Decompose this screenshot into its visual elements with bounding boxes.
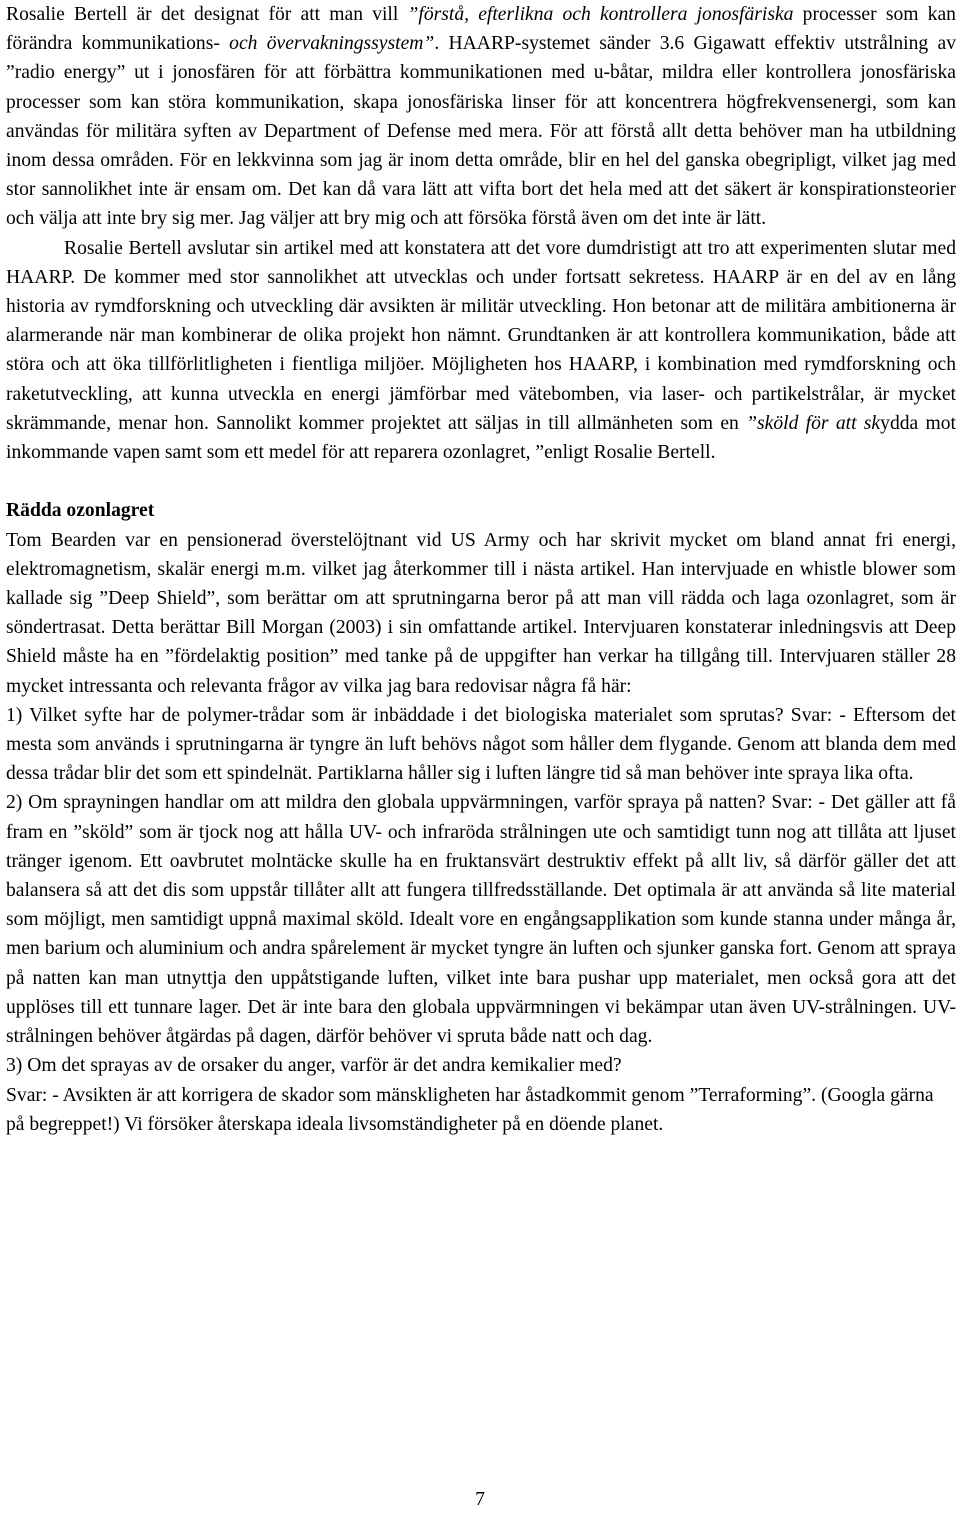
section-heading: Rädda ozonlagret [6, 500, 155, 522]
page-number: 7 [475, 1489, 485, 1510]
p1-run-5: . HAARP-systemet sänder 3.6 Gigawatt effektiv utstrålning av ”radio energy” ut i jonosfären för att förbättra kommunikationen med u-båtar, mildra eller kontrollera jonosfäriska processer som kan störa kommunikation, skapa jonosfäriska linser för att koncentrera högfrekvensenergi, som kan användas för militära syften av Department of Defense med mera. För att förstå allt detta behöver man ha utbildning inom dessa områden. För en lekkvinna som jag är inom detta område, blir en hel del ganska obegripligt, vilket jag med stor sannolikhet inte är ensam om. Det kan då vara lätt att vifta bort det hela med att det säkert är konspirationsteorier och välja att inte bry sig mer. Jag väljer att bry mig och att försöka förstå även om det inte är lätt. [6, 33, 956, 230]
section-paragraph-question-1: 1) Vilket syfte har de polymer-trådar som är inbäddade i det biologiska materialet som sprutas? Svar: - Eftersom det mesta som används i sprutningarna är tyngre än luft behövs något som håller dem flygande. Genom att blanda dem med dessa trådar blir det som ett spindelnät. Partiklarna håller sig i luften längre tid så man behöver inte spraya lika ofta. [6, 704, 956, 785]
p2-run-3: ydda mot inkommande vapen samt som ett medel för att reparera ozonlagret, ”enligt Rosalie Bertell. [6, 412, 957, 464]
section-paragraph-question-3: 3) Om det sprayas av de orsaker du anger, varför är det andra kemikalier med? [6, 1055, 622, 1077]
body-paragraph-1 [6, 0, 956, 234]
section-spacer [6, 467, 956, 496]
p1-run-4-italic: och övervakningssystem” [229, 33, 435, 55]
document-page [6, 0, 956, 1139]
section-paragraph-1: Tom Bearden var en pensionerad överstelöjtnant vid US Army och har skrivit mycket om bland annat fri energi, elektromagnetism, skalär energi m.m. vilket jag återkommer till i nästa artikel. Han intervjuade en whistle blower som kallade sig ”Deep Shield”, som berättar om att sprutningarna beror på att man vill rädda och laga ozonlagret, som är söndertrasat. Detta berättar Bill Morgan (2003) i sin omfattande artikel. Intervjuaren konstaterar inledningsvis att Deep Shield måste ha en ”fördelaktig position” med tanke på de uppgifter han verkar ha tillgång till. Intervjuaren ställer 28 mycket intressanta och relevanta frågor av vilka jag bara redovisar några få här: [6, 529, 956, 697]
section-paragraph-answer-3: Svar: - Avsikten är att korrigera de skador som mänskligheten har åstadkommit genom ”Terraforming”. (Googla gärna på begreppet!) Vi försöker återskapa ideala livsomständigheter på en döende planet. [6, 1084, 934, 1135]
p2-run-2-italic: ”sköld för att sk [746, 412, 881, 434]
p1-run-1: Rosalie Bertell är det designat för att man vill [6, 4, 408, 25]
p1-run-2-italic: ”förstå, efterlikna och kontrollera jonosfäriska [407, 4, 794, 25]
body-paragraph-2 [6, 234, 956, 468]
p2-run-1: Rosalie Bertell avslutar sin artikel med att konstatera att det vore dumdristigt att tro att experimenten slutar med HAARP. De kommer med stor sannolikhet att utvecklas och under fortsatt sekretess. HAARP är en del av en lång historia av rymdforskning och utveckling där avsikten är militär utveckling. Hon betonar att de militära ambitionerna är alarmerande när man kombinerar de olika projekt hon nämnt. Grundtanken är att kontrollera kommunikation, både att störa och att öka tillförlitligheten i fientliga miljöer. Möjligheten hos HAARP, i kombination med rymdforskning och raketutveckling, att kunna utveckla en energi jämförbar med vätebomben, via laser- och partikelstrålar, är mycket skrämmande, menar hon. Sannolikt kommer projektet att säljas in till allmänheten som en [6, 237, 956, 434]
section-paragraph-question-2: 2) Om sprayningen handlar om att mildra den globala uppvärmningen, varför spraya på natten? Svar: - Det gäller att få fram en ”sköld” som är tjock nog att hålla UV- och infraröda strålningen ute och samtidigt tunn nog att tillåta att ljuset tränger igenom. Ett oavbrutet molntäcke skulle ha en fruktansvärt destruktiv effekt på allt liv, så därför gäller det att balansera så att det dis som uppstår tillåter allt att fungera tillfredsställande. Det optimala är att använda så lite material som möjligt, men samtidigt uppnå maximal sköld. Idealt vore en engångsapplikation som kunde stanna under många år, men barium och aluminium och andra spårelement är mycket tyngre än luften och sjunker ganska fort. Genom att spraya på natten kan man utnyttja den uppåtstigande luften, vilket inte bara pushar upp materialet, men också gora att det upplöses till ett tunnare lager. Det är inte bara den globala uppvärmningen vi bekämpar utan även UV-strålningen. UV-strålningen behöver åtgärdas på dagen, därför behöver vi spruta både natt och dag. [6, 792, 956, 1048]
p1-run-3: processer som kan förändra kommunikations- [6, 4, 956, 55]
